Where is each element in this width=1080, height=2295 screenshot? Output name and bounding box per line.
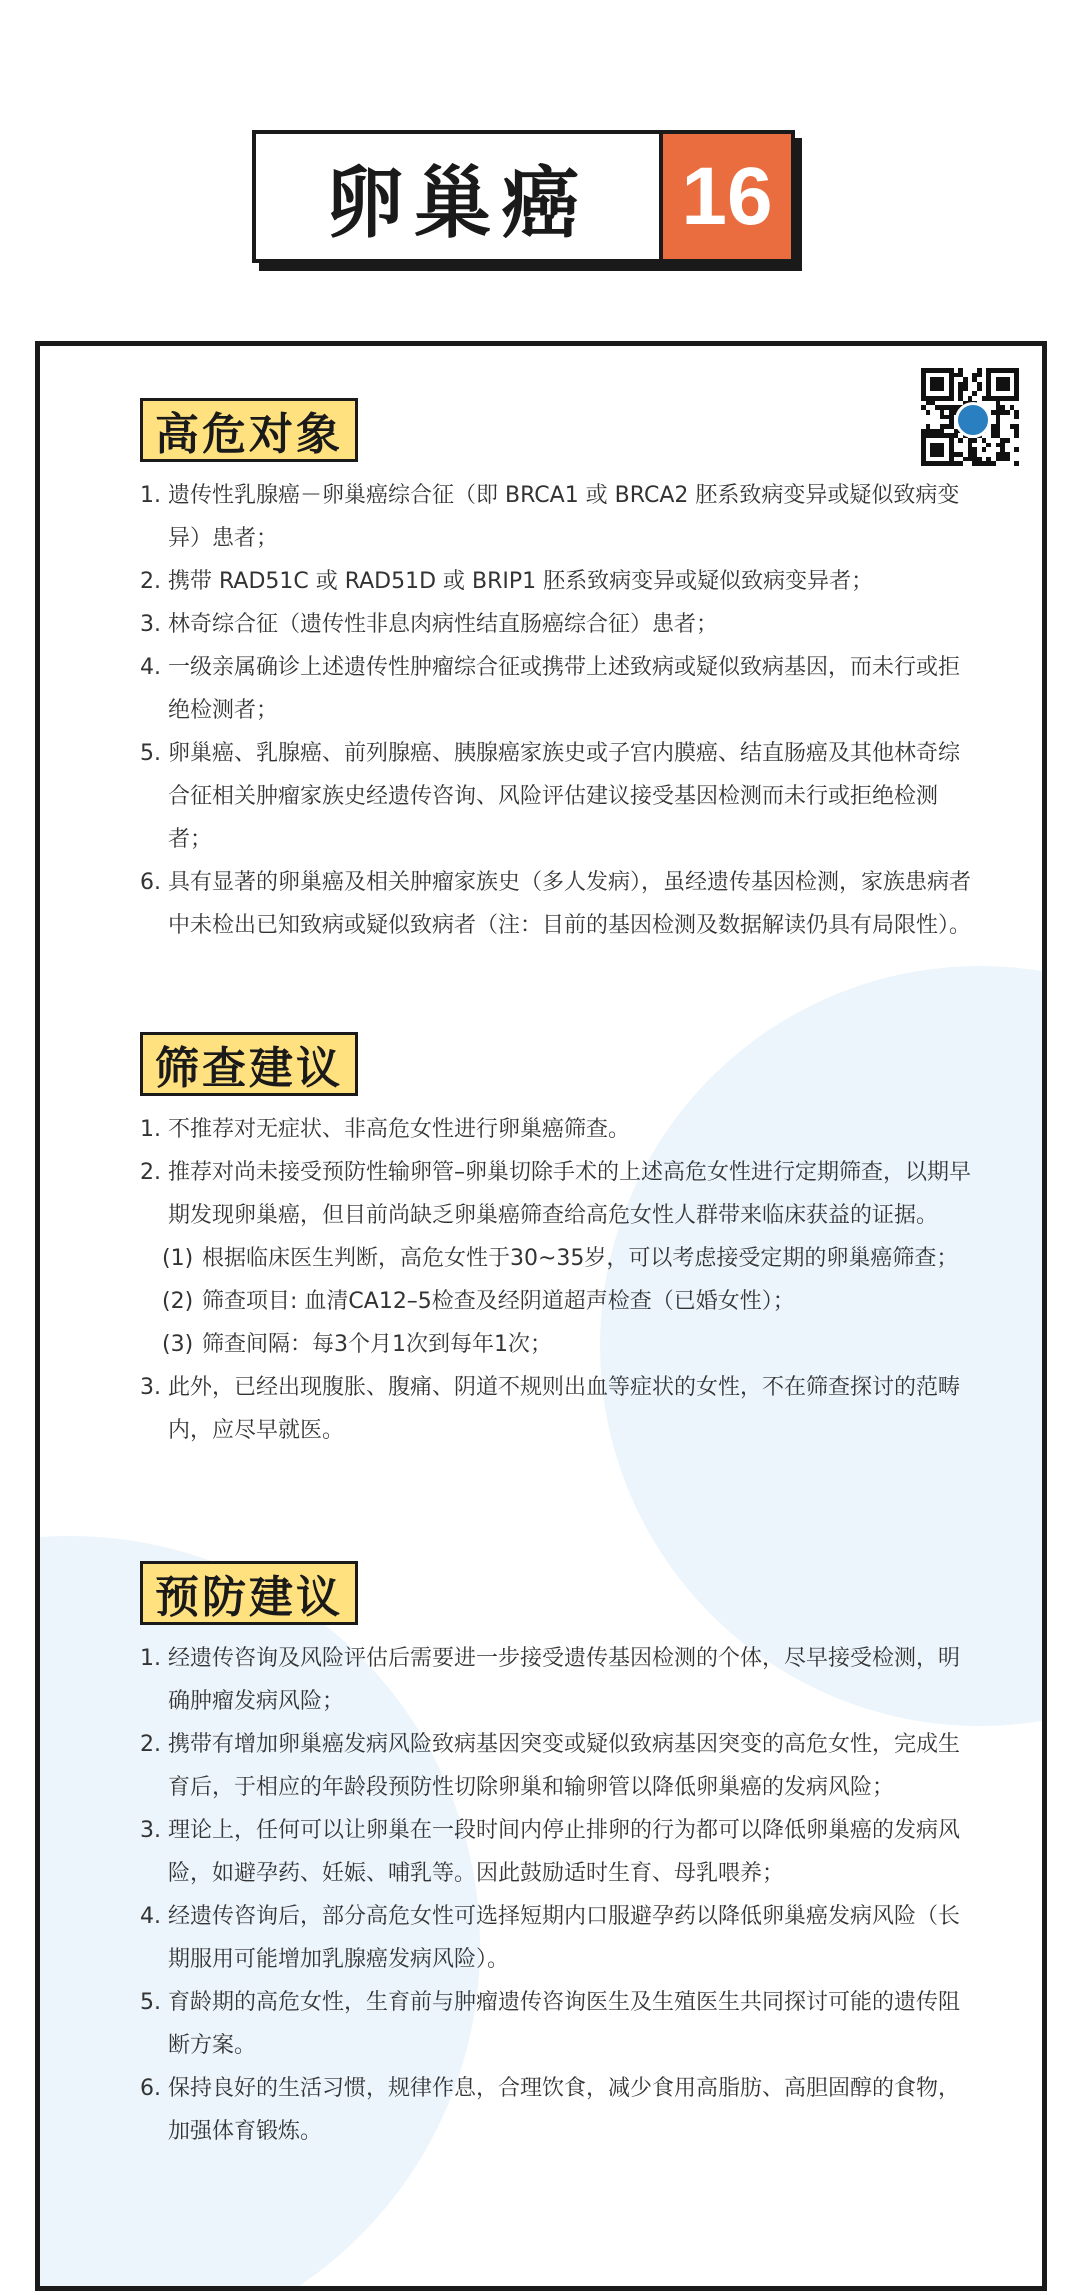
screening-list <box>140 1108 972 1452</box>
list-item <box>140 1280 972 1323</box>
list-item-text: 育龄期的高危女性，生育前与肿瘤遗传咨询医生及生殖医生共同探讨可能的遗传阻断方案。 <box>168 1990 961 2058</box>
page-title: 卵巢癌 <box>325 158 590 249</box>
list-item <box>140 1237 972 1280</box>
list-item-text: 筛查间隔：每3个月1次到每年1次； <box>202 1332 552 1357</box>
content-area <box>40 346 1042 2286</box>
list-item-text: 此外，已经出现腹胀、腹痛、阴道不规则出血等症状的女性，不在筛查探讨的范畴内，应尽早就医。 <box>168 1375 961 1443</box>
list-item-text: 携带有增加卵巢癌发病风险致病基因突变或疑似致病基因突变的高危女性，完成生育后，于相应的年龄段预防性切除卵巢和输卵管以降低卵巢癌的发病风险； <box>168 1732 961 1800</box>
list-item <box>140 732 972 861</box>
list-item-number: 6. <box>140 870 161 895</box>
list-item <box>140 1723 972 1809</box>
list-item-number: 5. <box>140 741 161 766</box>
list-item <box>140 1895 972 1981</box>
list-item-number: (2) <box>162 1289 194 1314</box>
list-item <box>140 646 972 732</box>
list-item <box>140 2067 972 2153</box>
list-item-text: 经遗传咨询及风险评估后需要进一步接受遗传基因检测的个体，尽早接受检测，明确肿瘤发病风险； <box>168 1646 961 1714</box>
list-item-number: (3) <box>162 1332 194 1357</box>
qr-center-logo-icon <box>955 402 991 438</box>
page-number-badge: 16 <box>659 134 791 259</box>
section-heading-prevention: 预防建议 <box>140 1561 358 1625</box>
list-item-text: 具有显著的卵巢癌及相关肿瘤家族史（多人发病），虽经遗传基因检测，家族患病者中未检出已知致病或疑似致病者（注：目前的基因检测及数据解读仍具有局限性）。 <box>168 870 972 938</box>
list-item-number: 4. <box>140 1904 161 1929</box>
list-item <box>140 1981 972 2067</box>
list-item <box>140 1809 972 1895</box>
list-item-number: 6. <box>140 2076 161 2101</box>
list-item-text: 遗传性乳腺癌－卵巢癌综合征（即 BRCA1 或 BRCA2 胚系致病变异或疑似致病变异）患者； <box>168 483 960 551</box>
list-item-number: 3. <box>140 1818 161 1843</box>
list-item-number: 1. <box>140 1646 161 1671</box>
list-item-number: 5. <box>140 1990 161 2015</box>
list-item <box>140 1108 972 1151</box>
list-item-text: 推荐对尚未接受预防性输卵管–卵巢切除手术的上述高危女性进行定期筛查，以期早期发现卵巢癌，但目前尚缺乏卵巢癌筛查给高危女性人群带来临床获益的证据。 <box>168 1160 972 1228</box>
list-item-text: 卵巢癌、乳腺癌、前列腺癌、胰腺癌家族史或子宫内膜癌、结直肠癌及其他林奇综合征相关肿瘤家族史经遗传咨询、风险评估建议接受基因检测而未行或拒绝检测者； <box>168 741 961 852</box>
list-item-number: 3. <box>140 1375 161 1400</box>
list-item <box>140 861 972 947</box>
qr-code-icon[interactable] <box>921 368 1019 466</box>
list-item-text: 理论上，任何可以让卵巢在一段时间内停止排卵的行为都可以降低卵巢癌的发病风险，如避孕药、妊娠、哺乳等。因此鼓励适时生育、母乳喂养； <box>168 1818 961 1886</box>
list-item-number: (1) <box>162 1246 194 1271</box>
list-item-text: 保持良好的生活习惯，规律作息，合理饮食，减少食用高脂肪、高胆固醇的食物，加强体育锻炼。 <box>168 2076 961 2144</box>
list-item-text: 经遗传咨询后，部分高危女性可选择短期内口服避孕药以降低卵巢癌发病风险（长期服用可能增加乳腺癌发病风险）。 <box>168 1904 961 1972</box>
list-item-text: 筛查项目: 血清CA12–5检查及经阴道超声检查（已婚女性）； <box>202 1289 795 1314</box>
list-item <box>140 603 972 646</box>
list-item <box>140 1151 972 1237</box>
list-item-text: 林奇综合征（遗传性非息肉病性结直肠癌综合征）患者； <box>168 612 719 637</box>
content-panel <box>35 341 1047 2291</box>
list-item-text: 根据临床医生判断，高危女性于30~35岁，可以考虑接受定期的卵巢癌筛查； <box>202 1246 959 1271</box>
list-item <box>140 474 972 560</box>
prevention-list <box>140 1637 972 2153</box>
list-item <box>140 560 972 603</box>
list-item-number: 2. <box>140 569 161 594</box>
list-item-text: 携带 RAD51C 或 RAD51D 或 BRIP1 胚系致病变异或疑似致病变异者； <box>168 569 874 594</box>
list-item-number: 2. <box>140 1160 161 1185</box>
list-item <box>140 1323 972 1366</box>
list-item-number: 2. <box>140 1732 161 1757</box>
list-item <box>140 1366 972 1452</box>
list-item-text: 不推荐对无症状、非高危女性进行卵巢癌筛查。 <box>168 1117 631 1142</box>
title-badge <box>252 130 795 263</box>
list-item-text: 一级亲属确诊上述遗传性肿瘤综合征或携带上述致病或疑似致病基因，而未行或拒绝检测者； <box>168 655 961 723</box>
list-item <box>140 1637 972 1723</box>
high-risk-list <box>140 474 972 947</box>
list-item-number: 1. <box>140 1117 161 1142</box>
list-item-number: 3. <box>140 612 161 637</box>
list-item-number: 4. <box>140 655 161 680</box>
list-item-number: 1. <box>140 483 161 508</box>
section-heading-screening: 筛查建议 <box>140 1032 358 1096</box>
section-heading-high-risk: 高危对象 <box>140 398 358 462</box>
